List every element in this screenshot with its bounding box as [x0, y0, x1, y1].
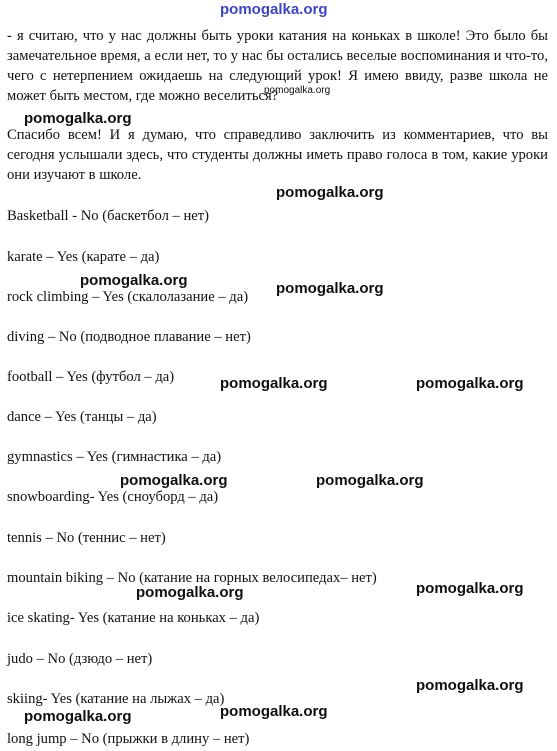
watermark: pomogalka.org — [316, 472, 424, 489]
list-item: snowboarding- Yes (сноуборд – да) — [7, 489, 219, 505]
list-item: rock climbing – Yes (скалолазание – да) — [7, 289, 249, 305]
paragraph-conclusion: Спасибо всем! И я думаю, что справедливо заключить из комментариев, что вы сегодня услышали здесь, что студенты должны иметь право голоса в том, какие уроки они изучают в школе. — [7, 127, 548, 183]
watermark: pomogalka.org — [416, 677, 524, 694]
list-item: football – Yes (футбол – да) — [7, 369, 175, 385]
list-item: diving – No (подводное плавание – нет) — [7, 329, 251, 345]
list-item: ice skating- Yes (катание на коньках – да) — [7, 610, 260, 626]
watermark: pomogalka.org — [136, 584, 244, 601]
watermark: pomogalka.org — [416, 375, 524, 392]
list-item: Basketball - No (баскетбол – нет) — [7, 208, 209, 224]
list-item: tennis – No (теннис – нет) — [7, 530, 166, 546]
header-watermark: pomogalka.org — [220, 1, 328, 18]
list-item: gymnastics – Yes (гимнастика – да) — [7, 449, 222, 465]
list-item: dance – Yes (танцы – да) — [7, 409, 157, 425]
watermark: pomogalka.org — [264, 85, 331, 96]
watermark: pomogalka.org — [416, 580, 524, 597]
paragraph-skating-opinion: - я считаю, что у нас должны быть уроки катания на коньках в школе! Это было бы замечательное время, а если нет, то у нас бы остались веселые воспоминания и что-то, чего с нетерпением ожидаешь на следующий урок! Я имею ввиду, разве школа не может быть местом, где можно веселиться? — [7, 28, 548, 104]
watermark: pomogalka.org — [24, 708, 132, 725]
watermark: pomogalka.org — [220, 375, 328, 392]
watermark: pomogalka.org — [24, 110, 132, 127]
watermark: pomogalka.org — [120, 472, 228, 489]
list-item: karate – Yes (карате – да) — [7, 249, 160, 265]
list-item: mountain biking – No (катание на горных велосипедах– нет) — [7, 570, 377, 586]
watermark: pomogalka.org — [276, 184, 384, 201]
watermark: pomogalka.org — [276, 280, 384, 297]
list-item: skiing- Yes (катание на лыжах – да) — [7, 691, 225, 707]
watermark: pomogalka.org — [220, 703, 328, 720]
list-item: judo – No (дзюдо – нет) — [7, 651, 153, 667]
list-item: long jump – No (прыжки в длину – нет) — [7, 731, 250, 747]
watermark: pomogalka.org — [80, 272, 188, 289]
